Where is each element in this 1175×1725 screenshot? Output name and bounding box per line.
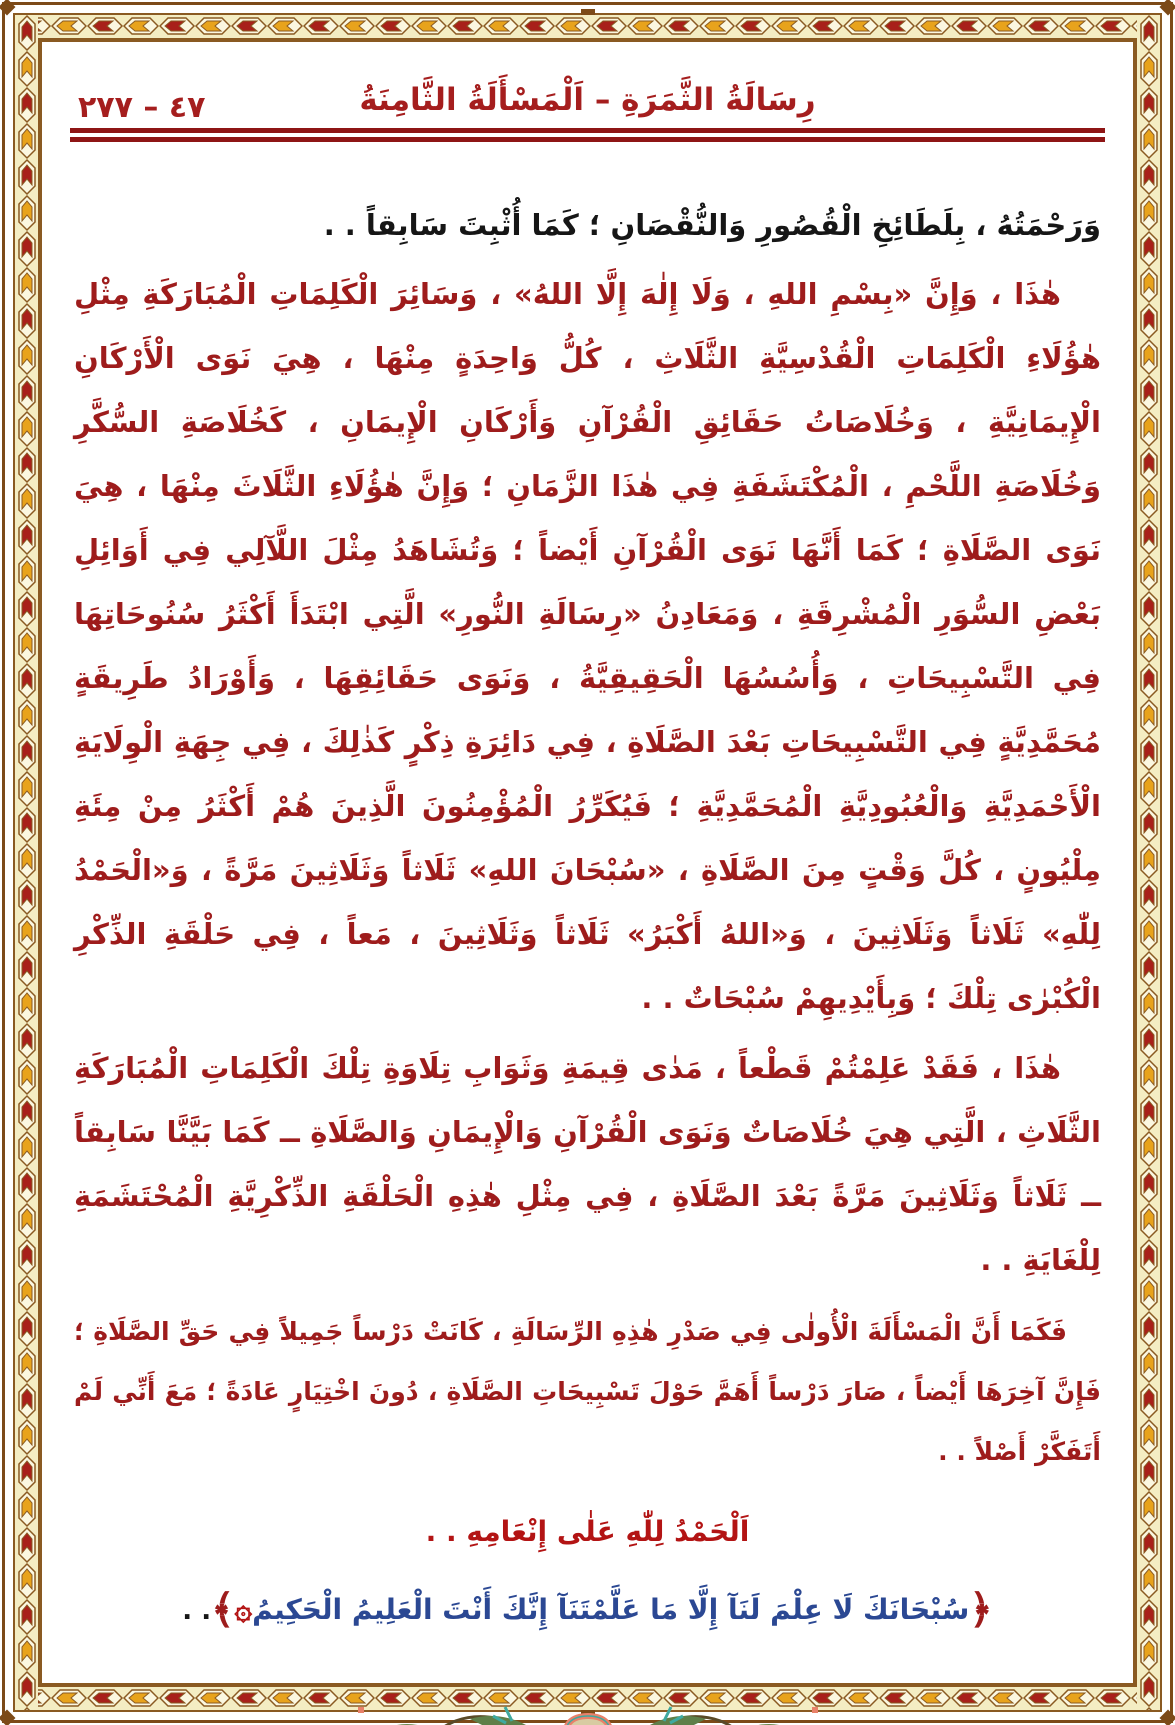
- page-title: رِسَالَةُ الثَّمَرَةِ – اَلْمَسْأَلَةُ الثَّامِنَةُ: [359, 82, 816, 118]
- tailpiece-container: [74, 1683, 1101, 1725]
- verse-open-bracket: ﴿: [969, 1587, 993, 1633]
- paragraph-blessed-words: هٰذَا ، وَإِنَّ «بِسْمِ اللهِ ، وَلَا إِلٰهَ إِلَّا اللهُ» ، وَسَائِرَ الْكَلِمَاتِ الْمُبَارَكَةِ مِثْلِ هٰؤُلَاءِ الْكَلِمَاتِ الْقُدْسِيَّةِ الثَّلَاثِ ، كُلُّ وَاحِدَةٍ مِنْهَا ، هِيَ نَوَى الْأَرْكَانِ الْإِيمَانِيَّةِ ، وَخُلَاصَاتُ حَقَائِقِ الْقُرْآنِ وَأَرْكَانِ الْإِيمَانِ ، كَخُلَاصَةِ السُّكَّرِ وَخُلَاصَةِ اللَّحْمِ ، الْمُكْتَشَفَةِ فِي هٰذَا الزَّمَانِ ؛ وَإِنَّ هٰؤُلَاءِ الثَّلَاثَ مِنْهَا ، هِيَ نَوَى الصَّلَاةِ ؛ كَمَا أَنَّهَا نَوَى الْقُرْآنِ أَيْضاً ؛ وَتُشَاهَدُ مِثْلَ اللَّآلِي فِي أَوَائِلِ بَعْضِ السُّوَرِ الْمُشْرِقَةِ ، وَمَعَادِنُ «رِسَالَةِ النُّورِ» الَّتِي ابْتَدَأَ أَكْثَرُ سُنُوحَاتِهَا فِي التَّسْبِيحَاتِ ، وَأُسُسُهَا الْحَقِيقِيَّةُ ، وَنَوَى حَقَائِقِهَا ، وَأَوْرَادُ طَرِيقَةٍ مُحَمَّدِيَّةٍ فِي التَّسْبِيحَاتِ بَعْدَ الصَّلَاةِ ، فِي دَائِرَةِ ذِكْرٍ كَذٰلِكَ ، فِي جِهَةِ الْوِلَايَةِ الْأَحْمَدِيَّةِ وَالْعُبُودِيَّةِ الْمُحَمَّدِيَّةِ ؛ فَيُكَرِّرُ الْمُؤْمِنُونَ الَّذِينَ هُمْ أَكْثَرُ مِنْ مِئَةِ مِلْيُونٍ ، كُلَّ وَقْتٍ مِنَ الصَّلَاةِ ، «سُبْحَانَ اللهِ» ثَلَاثاً وَثَلَاثِينَ مَرَّةً ، وَ«الْحَمْدُ لِلّٰهِ» ثَلَاثاً وَثَلَاثِينَ ، وَ«اللهُ أَكْبَرُ» ثَلَاثاً وَثَلَاثِينَ ، مَعاً ، فِي حَلْقَةِ الذِّكْرِ الْكُبْرٰى تِلْكَ ؛ وَبِأَيْدِيهِمْ سُبْحَاتٌ . .: [74, 277, 1101, 1015]
- border-chain-right: [1137, 15, 1160, 1710]
- verse-trailer-dots: . .: [182, 1596, 212, 1626]
- continuation-line: وَرَحْمَتُهُ ، بِلَطَائِخِ الْقُصُورِ وَالنُّقْصَانِ ؛ كَمَا أُثْبِتَ سَابِقاً . .: [323, 208, 1101, 242]
- verse-close-bracket: ﴾: [211, 1587, 235, 1633]
- corner-finial-top-right: [1160, 0, 1175, 15]
- paragraph-value-of-recitation: هٰذَا ، فَقَدْ عَلِمْتُمْ قَطْعاً ، مَدٰى قِيمَةِ وَثَوَابِ تِلَاوَةِ تِلْكَ الْكَلِمَاتِ الْمُبَارَكَةِ الثَّلَاثِ ، الَّتِي هِيَ خُلَاصَاتٌ وَنَوَى الْقُرْآنِ وَالْإِيمَانِ وَالصَّلَاةِ ــ كَمَا بَيَّنَّا سَابِقاً ــ ثَلَاثاً وَثَلَاثِينَ مَرَّةً بَعْدَ الصَّلَاةِ ، فِي مِثْلِ هٰذِهِ الْحَلْقَةِ الذِّكْرِيَّةِ الْمُحْتَشَمَةِ لِلْغَايَةِ . .: [74, 1051, 1101, 1277]
- corner-finial-bottom-right: [1160, 1710, 1175, 1725]
- corner-finial-bottom-left: [0, 1710, 15, 1725]
- body-text: [68, 172, 1107, 1725]
- header-divider-rule: [70, 128, 1105, 142]
- paragraph-first-and-last-matter: فَكَمَا أَنَّ الْمَسْأَلَةَ الْأُولٰى فِي صَدْرِ هٰذِهِ الرِّسَالَةِ ، كَانَتْ دَرْساً جَمِيلاً فِي حَقِّ الصَّلَاةِ ؛ فَإِنَّ آخِرَهَا أَيْضاً ، صَارَ دَرْساً أَهَمَّ حَوْلَ تَسْبِيحَاتِ الصَّلَاةِ ، دُونَ اخْتِيَارٍ عَادَةً ؛ مَعَ أَنِّي لَمْ أَتَفَكَّرْ أَصْلاً . .: [74, 1317, 1101, 1466]
- hamd-line: اَلْحَمْدُ لِلّٰهِ عَلٰى إِنْعَامِهِ . .: [425, 1515, 750, 1548]
- border-chain-top: [15, 15, 1160, 38]
- center-tick-top: [581, 9, 595, 15]
- ayah-rosette-icon: ۞: [234, 1592, 253, 1627]
- quran-verse-line: [74, 1584, 1101, 1637]
- verse-text: سُبْحَانَكَ لَا عِلْمَ لَنَآ إِلَّا مَا عَلَّمْتَنَآ إِنَّكَ أَنْتَ الْعَلِيمُ الْحَكِيمُ: [252, 1593, 970, 1626]
- page-header: [68, 68, 1107, 172]
- floral-tailpiece-icon: [358, 1683, 818, 1725]
- page-content: [42, 42, 1133, 1683]
- page-number: ٤٧ – ٢٧٧: [78, 90, 206, 125]
- border-chain-left: [15, 15, 38, 1710]
- corner-finial-top-left: [0, 0, 15, 15]
